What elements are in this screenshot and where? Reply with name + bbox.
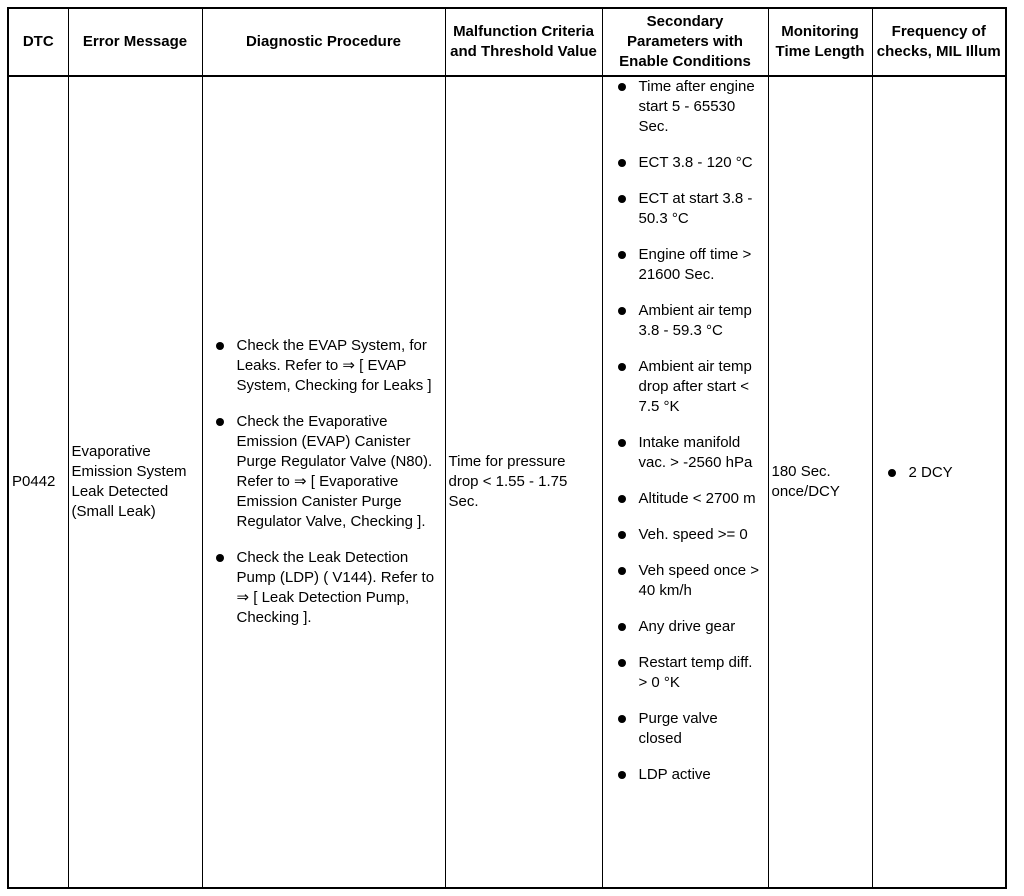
secondary-parameter-item: Purge valve closed	[615, 709, 764, 749]
secondary-parameter-item: Veh speed once > 40 km/h	[615, 561, 764, 601]
procedure-item: Check the Leak Detection Pump (LDP) ( V144). Refer to ⇒ [ Leak Detection Pump, Checking ].	[213, 548, 441, 628]
secondary-parameter-item: Ambient air temp 3.8 - 59.3 °C	[615, 301, 764, 341]
secondary-parameter-item: Veh. speed >= 0	[615, 525, 764, 545]
header-diagnostic-procedure: Diagnostic Procedure	[202, 8, 445, 76]
secondary-parameter-item: LDP active	[615, 765, 764, 785]
table-header	[8, 8, 1006, 76]
secondary-parameter-item: Time after engine start 5 - 65530 Sec.	[615, 77, 764, 137]
frequency-item: 2 DCY	[885, 463, 1003, 483]
secondary-parameter-item: Any drive gear	[615, 617, 764, 637]
secondary-parameters	[602, 76, 768, 888]
secondary-parameter-item: ECT 3.8 - 120 °C	[615, 153, 764, 173]
procedure-item: Check the EVAP System, for Leaks. Refer to ⇒ [ EVAP System, Checking for Leaks ]	[213, 336, 441, 396]
header-malfunction-criteria: Malfunction Criteria and Threshold Value	[445, 8, 602, 76]
secondary-parameter-item: Intake manifold vac. > -2560 hPa	[615, 433, 764, 473]
header-row	[8, 8, 1006, 76]
secondary-parameter-item: Ambient air temp drop after start < 7.5 °K	[615, 357, 764, 417]
malfunction-criteria: Time for pressure drop < 1.55 - 1.75 Sec.	[445, 76, 602, 888]
header-frequency: Frequency of checks, MIL Illum	[872, 8, 1006, 76]
dtc-table	[7, 7, 1007, 889]
secondary-parameter-item: ECT at start 3.8 - 50.3 °C	[615, 189, 764, 229]
header-monitoring-time: Monitoring Time Length	[768, 8, 872, 76]
secondary-parameter-item: Restart temp diff. > 0 °K	[615, 653, 764, 693]
diagnostic-procedure	[202, 76, 445, 888]
header-dtc: DTC	[8, 8, 68, 76]
frequency-cell	[872, 76, 1006, 888]
procedure-item: Check the Evaporative Emission (EVAP) Canister Purge Regulator Valve (N80). Refer to ⇒ [ Evaporative Emission Canister Purge Regulator Valve, Checking ].	[213, 412, 441, 532]
table-body	[8, 76, 1006, 888]
header-secondary-parameters: Secondary Parameters with Enable Conditions	[602, 8, 768, 76]
table-row	[8, 76, 1006, 888]
error-message: Evaporative Emission System Leak Detected (Small Leak)	[68, 76, 202, 888]
dtc-code: P0442	[8, 76, 68, 888]
secondary-parameter-item: Engine off time > 21600 Sec.	[615, 245, 764, 285]
secondary-parameter-item: Altitude < 2700 m	[615, 489, 764, 509]
secondary-parameter-list	[615, 77, 764, 785]
header-error-message: Error Message	[68, 8, 202, 76]
monitoring-time: 180 Sec. once/DCY	[768, 76, 872, 888]
frequency-list	[885, 463, 1003, 483]
procedure-list	[213, 336, 441, 628]
